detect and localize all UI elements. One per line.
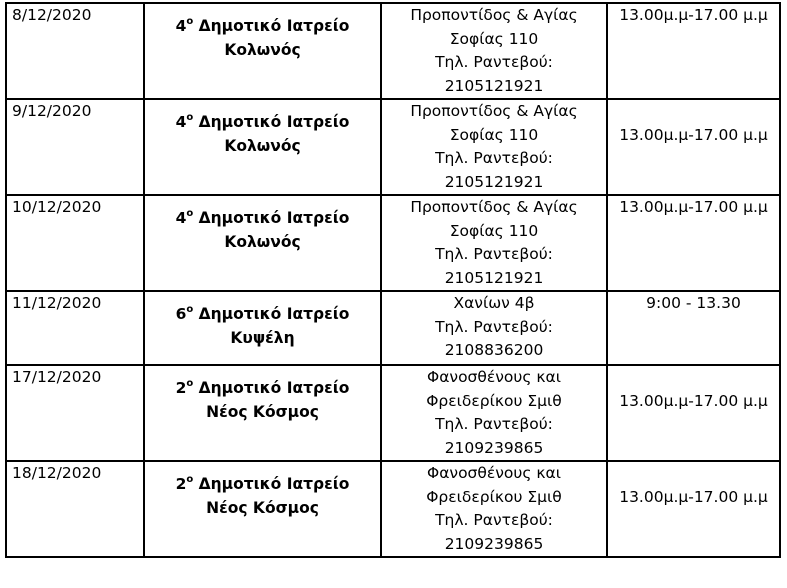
table-row (6, 195, 780, 291)
phone-label: Τηλ. Ραντεβού: (435, 511, 553, 529)
phone-number: 2105121921 (444, 172, 544, 191)
clinic-number: 4 (175, 209, 187, 227)
clinic-name: Δημοτικό Ιατρείο (198, 475, 350, 493)
hours-text: 13.00μ.μ-17.00 μ.μ (619, 126, 768, 144)
address-cell (381, 195, 607, 291)
date-text: 11/12/2020 (12, 294, 102, 312)
clinic-area: Νέος Κόσμος (206, 402, 319, 421)
hours-text: 9:00 - 13.30 (646, 294, 741, 312)
table-row (6, 365, 780, 461)
address-line: Χανίων 4β (453, 294, 535, 312)
phone-label: Τηλ. Ραντεβού: (435, 245, 553, 263)
date-text: 10/12/2020 (12, 198, 102, 216)
clinic-title (145, 111, 380, 135)
clinic-ordinal: ο (186, 474, 194, 485)
address-line: Φανοσθένους και (427, 464, 561, 482)
date-cell (6, 3, 144, 99)
table-row (6, 291, 780, 365)
phone-number: 2109239865 (444, 438, 544, 457)
address-line: Σοφίας 110 (449, 125, 539, 144)
clinic-ordinal: ο (186, 208, 194, 219)
hours-cell (607, 99, 780, 195)
address-line: Σοφίας 110 (449, 29, 539, 48)
address-cell (381, 291, 607, 365)
address-cell (381, 365, 607, 461)
clinic-area: Νέος Κόσμος (206, 498, 319, 517)
clinic-number: 6 (175, 305, 187, 323)
date-text: 18/12/2020 (12, 464, 102, 482)
clinic-name: Δημοτικό Ιατρείο (198, 17, 350, 35)
hours-cell (607, 291, 780, 365)
clinic-cell (144, 365, 381, 461)
table-row (6, 99, 780, 195)
date-cell (6, 195, 144, 291)
clinic-cell (144, 3, 381, 99)
hours-text: 13.00μ.μ-17.00 μ.μ (619, 392, 768, 410)
phone-label: Τηλ. Ραντεβού: (435, 53, 553, 71)
date-text: 8/12/2020 (12, 6, 92, 24)
phone-label: Τηλ. Ραντεβού: (435, 149, 553, 167)
phone-number: 2105121921 (444, 268, 544, 287)
clinic-name: Δημοτικό Ιατρείο (198, 379, 350, 397)
clinic-cell (144, 195, 381, 291)
phone-number: 2108836200 (444, 341, 544, 359)
address-line: Φρειδερίκου Σμιθ (426, 487, 562, 506)
clinic-area: Κολωνός (224, 232, 301, 251)
address-line: Προποντίδος & Αγίας (410, 198, 578, 216)
clinic-ordinal: ο (186, 112, 194, 123)
clinic-number: 2 (175, 475, 187, 493)
clinic-number: 2 (175, 379, 187, 397)
date-text: 9/12/2020 (12, 102, 92, 120)
clinic-title (145, 473, 380, 497)
phone-number: 2105121921 (444, 76, 544, 95)
clinic-name: Δημοτικό Ιατρείο (198, 113, 350, 131)
clinic-name: Δημοτικό Ιατρείο (198, 305, 350, 323)
hours-cell (607, 461, 780, 557)
hours-text: 13.00μ.μ-17.00 μ.μ (619, 198, 768, 216)
hours-cell (607, 365, 780, 461)
address-cell (381, 3, 607, 99)
date-cell (6, 461, 144, 557)
address-cell (381, 461, 607, 557)
clinic-schedule-table (5, 2, 781, 558)
clinic-cell (144, 461, 381, 557)
date-cell (6, 365, 144, 461)
address-line: Σοφίας 110 (449, 221, 539, 240)
hours-cell (607, 3, 780, 99)
clinic-ordinal: ο (186, 16, 194, 27)
phone-label: Τηλ. Ραντεβού: (435, 415, 553, 433)
clinic-name: Δημοτικό Ιατρείο (198, 209, 350, 227)
date-cell (6, 291, 144, 365)
clinic-title (145, 303, 380, 327)
clinic-title (145, 377, 380, 401)
date-text: 17/12/2020 (12, 368, 102, 386)
address-cell (381, 99, 607, 195)
clinic-title (145, 207, 380, 231)
clinic-area: Κολωνός (224, 40, 301, 59)
address-line: Φανοσθένους και (427, 368, 561, 386)
address-line: Προποντίδος & Αγίας (410, 6, 578, 24)
phone-number: 2109239865 (444, 534, 544, 553)
address-line: Προποντίδος & Αγίας (410, 102, 578, 120)
clinic-number: 4 (175, 113, 187, 131)
clinic-title (145, 15, 380, 39)
clinic-area: Κολωνός (224, 136, 301, 155)
clinic-ordinal: ο (186, 378, 194, 389)
clinic-number: 4 (175, 17, 187, 35)
hours-text: 13.00μ.μ-17.00 μ.μ (619, 488, 768, 506)
table-row (6, 3, 780, 99)
phone-label: Τηλ. Ραντεβού: (435, 317, 553, 336)
clinic-area: Κυψέλη (230, 328, 295, 347)
date-cell (6, 99, 144, 195)
address-line: Φρειδερίκου Σμιθ (426, 391, 562, 410)
table-row (6, 461, 780, 557)
hours-cell (607, 195, 780, 291)
clinic-cell (144, 291, 381, 365)
clinic-ordinal: ο (186, 304, 194, 315)
hours-text: 13.00μ.μ-17.00 μ.μ (619, 6, 768, 24)
clinic-cell (144, 99, 381, 195)
